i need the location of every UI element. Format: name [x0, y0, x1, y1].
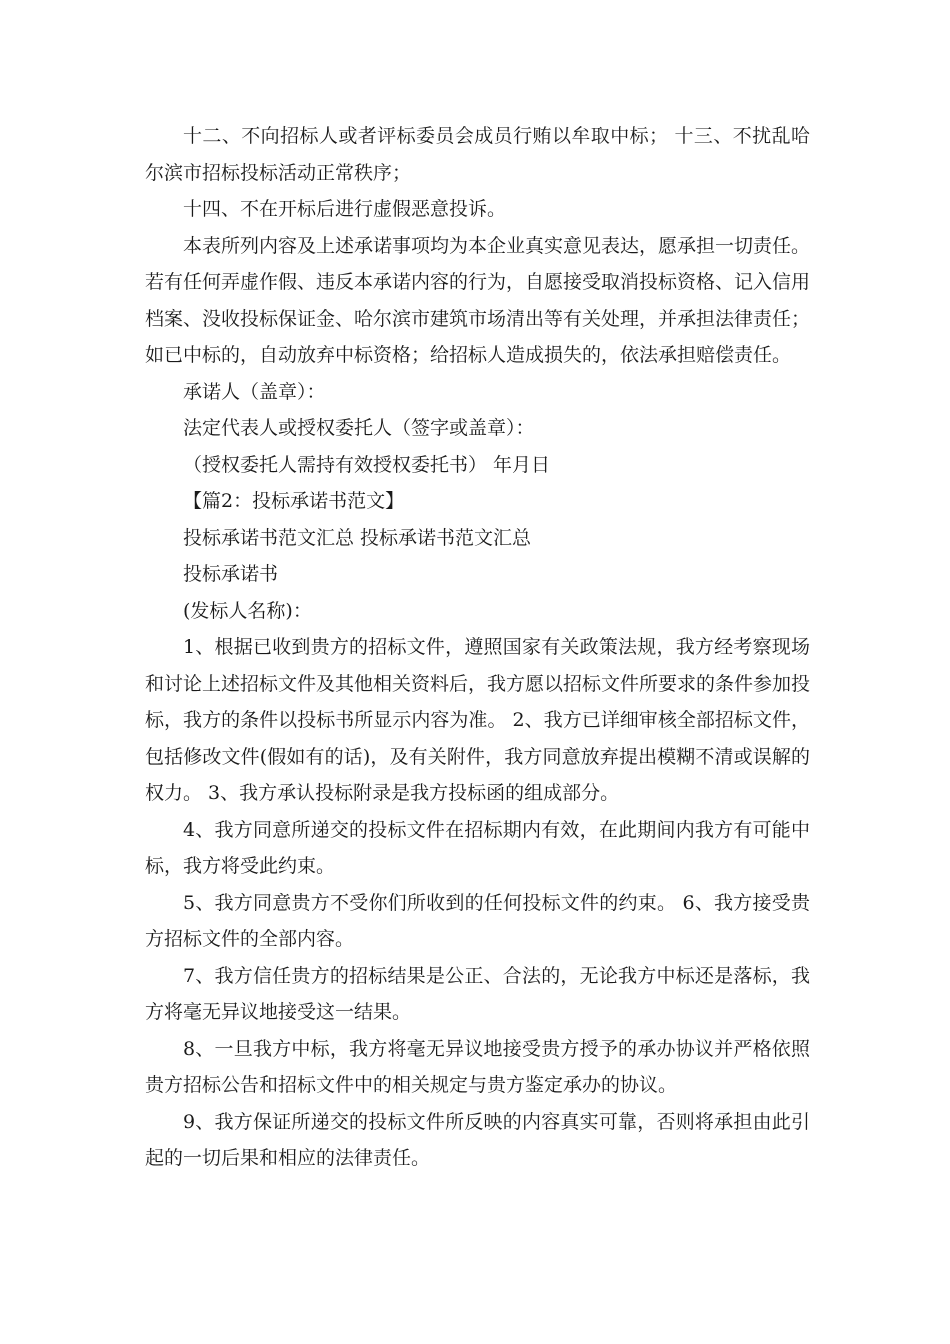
paragraph-clause-9: 9、我方保证所递交的投标文件所反映的内容真实可靠，否则将承担由此引起的一切后果和相应的法律责任。 [145, 1110, 810, 1169]
paragraph-clause-4: 4、我方同意所递交的投标文件在招标期内有效，在此期间内我方有可能中标，我方将受此约束。 [145, 818, 810, 877]
legal-representative-line: 法定代表人或授权委托人（签字或盖章）： [183, 417, 535, 439]
paragraph-clause-1-3: 1、根据已收到贵方的招标文件，遵照国家有关政策法规，我方经考察现场和讨论上述招标文件及其他相关资料后，我方愿以招标文件所要求的条件参加投标，我方的条件以投标书所显示内容为准。 2、我方已详细审核全部招标文件，包括修改文件(假如有的话)，及有关附件，我方同意放弃提出模糊不清或误解的权力。 3、我方承认投标附录是我方投标函的组成部分。 [145, 636, 811, 804]
paragraph-clause-5-6: 5、我方同意贵方不受你们所收到的任何投标文件的约束。 6、我方接受贵方招标文件的全部内容。 [145, 891, 810, 950]
paragraph-clause-7: 7、我方信任贵方的招标结果是公正、合法的，无论我方中标还是落标，我方将毫无异议地接受这一结果。 [145, 964, 810, 1023]
paragraph-item-12-13: 十二、不向招标人或者评标委员会成员行贿以牟取中标； 十三、不扰乱哈尔滨市招标投标活动正常秩序； [145, 125, 810, 184]
paragraph-clause-8: 8、一旦我方中标，我方将毫无异议地接受贵方授予的承办协议并严格依照贵方招标公告和招标文件中的相关规定与贵方鉴定承办的协议。 [145, 1037, 810, 1096]
signer-seal-line: 承诺人（盖章）： [183, 380, 326, 403]
authorization-date-line: （授权委托人需持有效授权委托书） 年月日 [183, 453, 551, 476]
paragraph-declaration: 本表所列内容及上述承诺事项均为本企业真实意见表达，愿承担一切责任。若有任何弄虚作假、违反本承诺内容的行为，自愿接受取消投标资格、记入信用档案、没收投标保证金、哈尔滨市建筑市场清出等有关处理，并承担法律责任；如已中标的，自动放弃中标资格；给招标人造成损失的，依法承担赔偿责任。 [145, 234, 811, 366]
addressee-line: (发标人名称)： [183, 599, 312, 622]
letter-title: 投标承诺书 [183, 563, 279, 585]
section-subtitle: 投标承诺书范文汇总 投标承诺书范文汇总 [183, 526, 532, 549]
document-body [145, 118, 810, 1177]
paragraph-item-14: 十四、不在开标后进行虚假恶意投诉。 [183, 198, 507, 220]
section-heading: 【篇2：投标承诺书范文】 [183, 490, 405, 512]
